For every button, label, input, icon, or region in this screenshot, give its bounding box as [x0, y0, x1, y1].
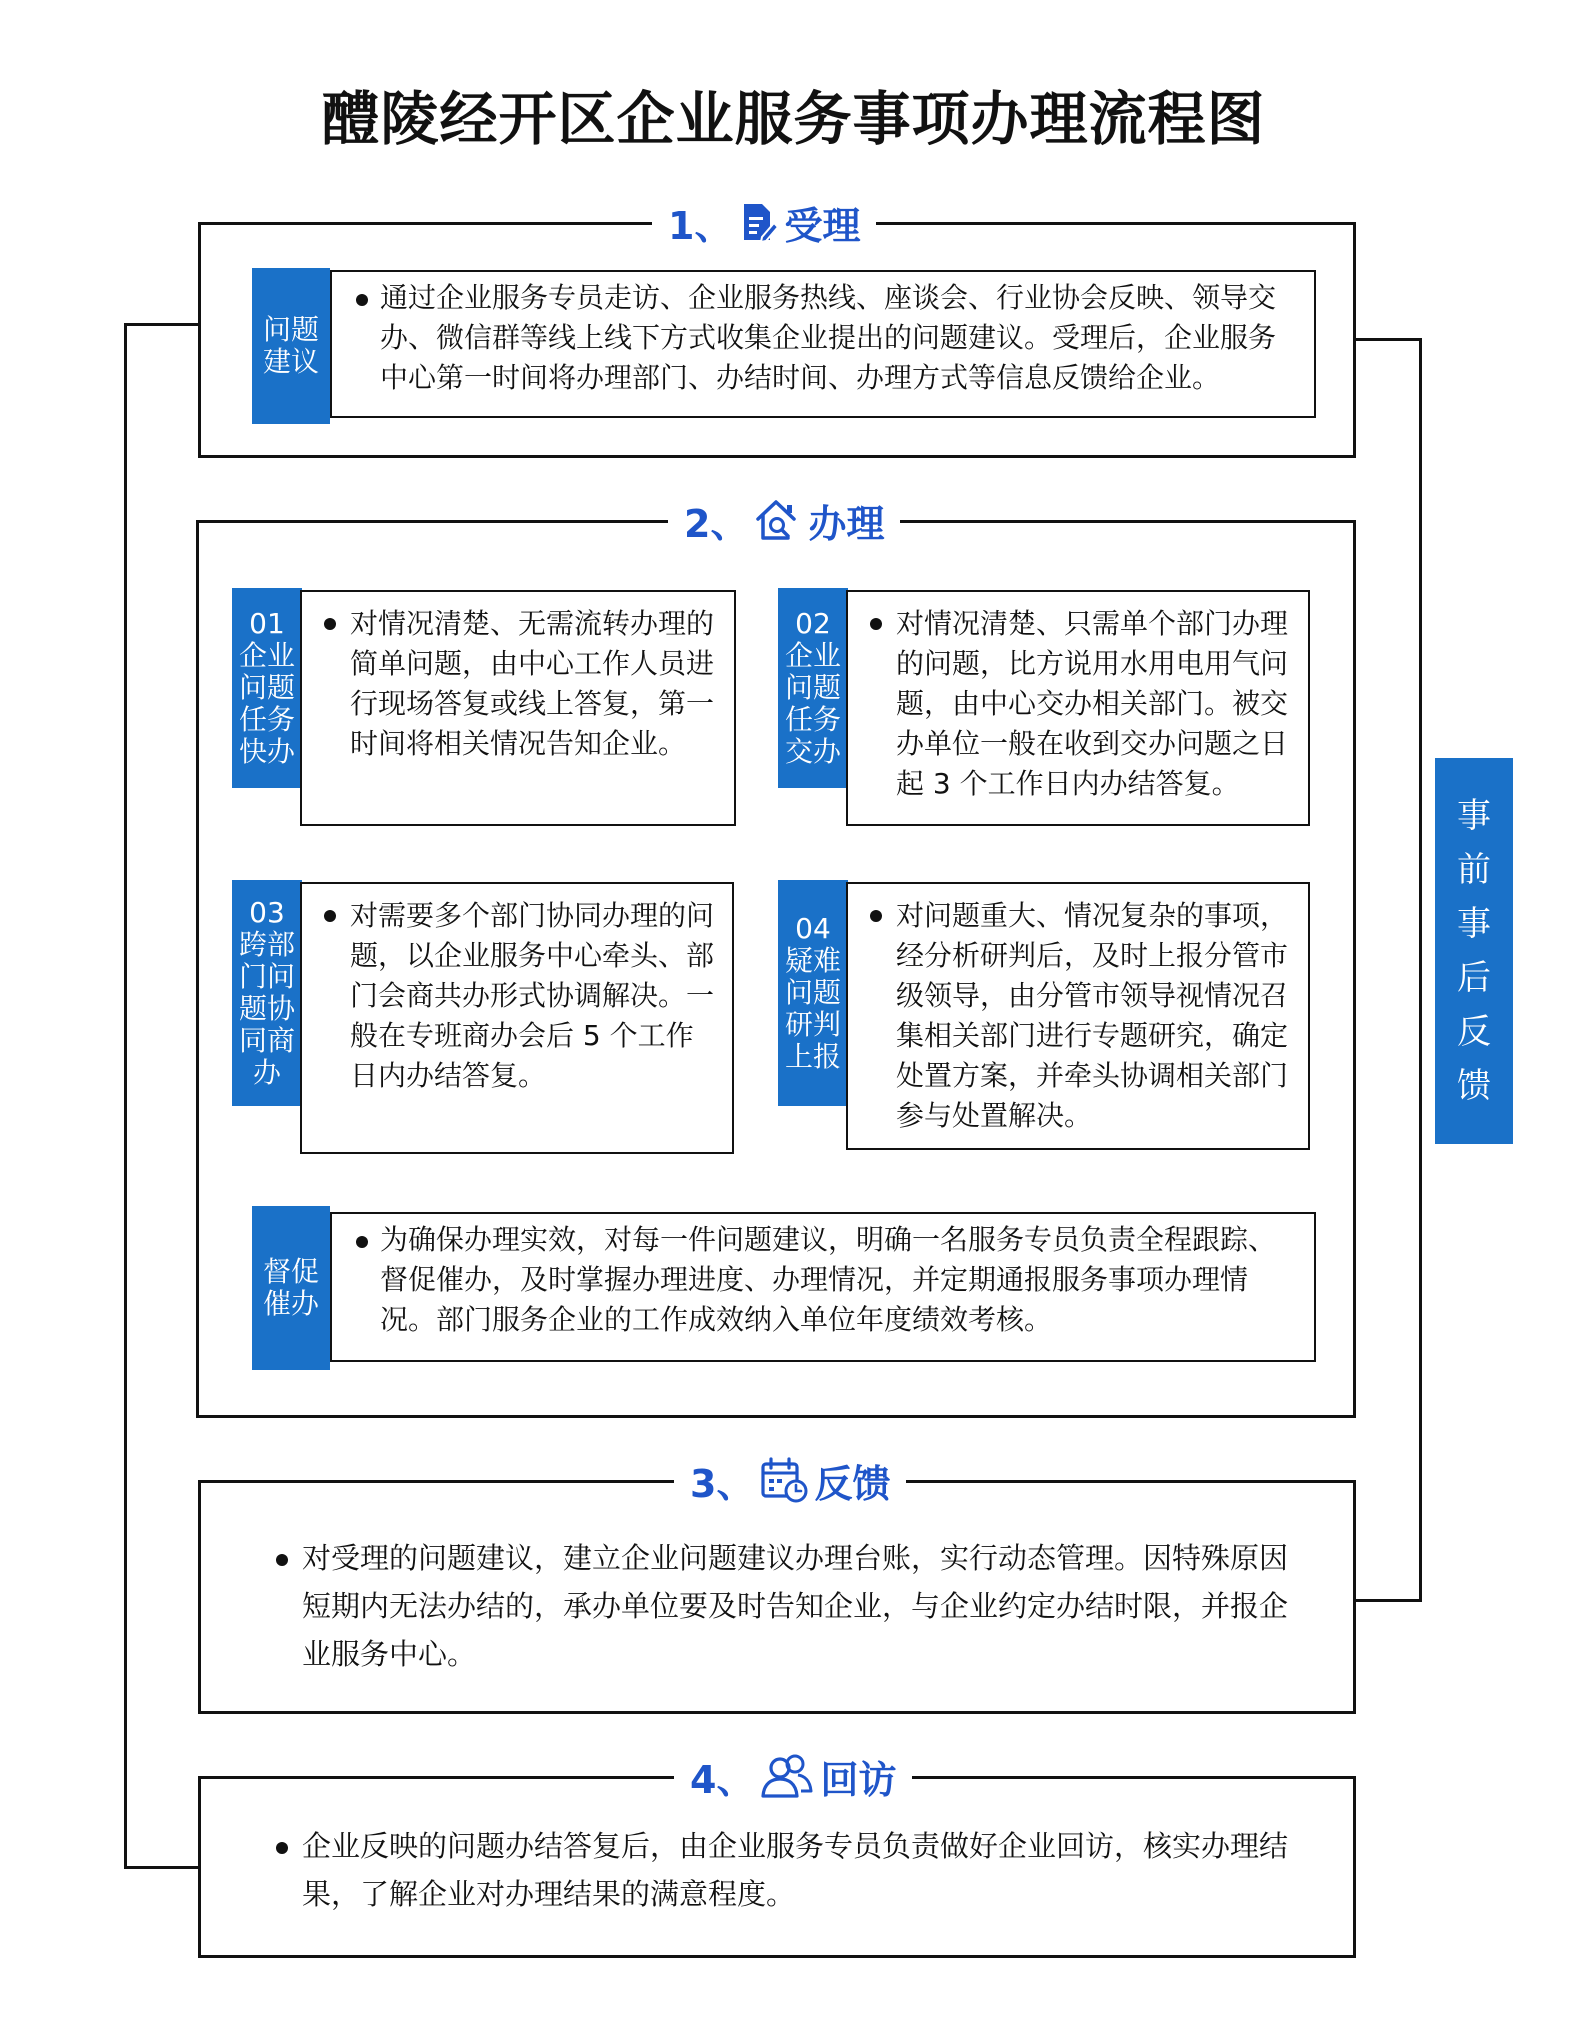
right-connector-top [1355, 338, 1422, 341]
tag-line: 问题 [784, 671, 841, 704]
section-accept-heading [652, 192, 876, 252]
house-search-icon [754, 497, 802, 543]
section-handle-heading [668, 490, 900, 550]
section-revisit-heading [674, 1746, 912, 1806]
side-label-char: 反 [1457, 1012, 1491, 1052]
side-label-char: 事 [1457, 904, 1491, 944]
tag-line: 题协 [238, 992, 295, 1025]
side-label-feedback [1435, 758, 1513, 1144]
handle-card-03 [300, 882, 734, 1154]
tag-line: 交办 [784, 735, 841, 768]
tag-cross-department [232, 880, 302, 1106]
tag-line: 督促 [262, 1255, 319, 1288]
section-feedback-heading [674, 1450, 906, 1510]
document-edit-icon [738, 201, 778, 243]
tag-line: 跨部 [238, 928, 295, 961]
bullet-dot [356, 1236, 368, 1248]
accept-card [330, 270, 1316, 418]
section-label: 回访 [820, 1757, 897, 1802]
users-icon [760, 1753, 814, 1799]
section-label: 办理 [808, 501, 885, 546]
section-number: 2、 [684, 501, 749, 546]
supervise-text: 为确保办理实效，对每一件问题建议，明确一名服务专员负责全程跟踪、督促催办，及时掌握办理进度、办理情况，并定期通报服务事项办理情况。部门服务企业的工作成效纳入单位年度绩效考核。 [380, 1223, 1277, 1336]
section-label: 反馈 [814, 1461, 891, 1506]
handle-text-03: 对需要多个部门协同办理的问题，以企业服务中心牵头、部门会商共办形式协调解决。一般在专班商办会后 5 个工作日内办结答复。 [350, 899, 715, 1092]
tag-line: 企业 [238, 639, 295, 672]
handle-text-04: 对问题重大、情况复杂的事项，经分析研判后，及时上报分管市级领导，由分管市领导视情况召集相关部门进行专题研究，确定处置方案，并牵头协调相关部门参与处置解决。 [896, 899, 1289, 1132]
tag-quick-handling [232, 588, 302, 788]
tag-problem-suggestion [252, 268, 330, 424]
bullet-dot [276, 1842, 288, 1854]
section-label: 受理 [784, 203, 861, 248]
section-number: 3、 [690, 1461, 755, 1506]
tag-line: 03 [249, 896, 285, 929]
tag-line: 疑难 [784, 944, 841, 977]
tag-line: 研判 [784, 1008, 841, 1041]
handle-card-04 [846, 882, 1310, 1150]
left-connector-top [124, 323, 199, 326]
tag-line: 同商 [238, 1024, 295, 1057]
tag-line: 问题 [784, 976, 841, 1009]
revisit-text: 企业反映的问题办结答复后，由企业服务专员负责做好企业回访，核实办理结果，了解企业对办理结果的满意程度。 [302, 1829, 1289, 1911]
left-connector-bottom [124, 1866, 199, 1869]
section-number: 4、 [690, 1757, 755, 1802]
tag-line: 企业 [784, 639, 841, 672]
bullet-dot [324, 618, 336, 630]
tag-line: 门问 [238, 960, 295, 993]
tag-difficult-report [778, 880, 848, 1106]
bullet-dot [324, 910, 336, 922]
tag-line: 建议 [262, 345, 319, 378]
calendar-clock-icon [760, 1457, 808, 1503]
side-label-char: 事 [1457, 796, 1491, 836]
side-label-char: 后 [1457, 958, 1491, 998]
handle-text-01: 对情况清楚、无需流转办理的简单问题，由中心工作人员进行现场答复或线上答复，第一时间将相关情况告知企业。 [350, 607, 715, 760]
tag-line: 问题 [238, 671, 295, 704]
tag-assigned-handling [778, 588, 848, 788]
tag-line: 02 [795, 607, 831, 640]
tag-line: 问题 [262, 313, 319, 346]
right-connector-vertical [1419, 338, 1422, 1602]
left-connector-vertical [124, 323, 127, 1869]
side-label-char: 前 [1457, 850, 1491, 890]
tag-line: 催办 [262, 1287, 319, 1320]
tag-line: 04 [795, 912, 831, 945]
page-title: 醴陵经开区企业服务事项办理流程图 [321, 85, 1266, 153]
tag-line: 任务 [784, 703, 841, 736]
tag-supervise [252, 1206, 330, 1370]
section-number: 1、 [668, 203, 733, 248]
supervise-card [330, 1212, 1316, 1362]
tag-line: 上报 [784, 1040, 841, 1073]
tag-line: 快办 [238, 735, 295, 768]
bullet-dot [870, 618, 882, 630]
tag-line: 01 [249, 607, 285, 640]
right-connector-bottom [1355, 1599, 1422, 1602]
accept-text: 通过企业服务专员走访、企业服务热线、座谈会、行业协会反映、领导交办、微信群等线上线下方式收集企业提出的问题建议。受理后，企业服务中心第一时间将办理部门、办结时间、办理方式等信息反馈给企业。 [380, 281, 1277, 394]
feedback-text: 对受理的问题建议，建立企业问题建议办理台账，实行动态管理。因特殊原因短期内无法办结的，承办单位要及时告知企业，与企业约定办结时限，并报企业服务中心。 [302, 1541, 1289, 1671]
bullet-dot [356, 294, 368, 306]
handle-text-02: 对情况清楚、只需单个部门办理的问题，比方说用水用电用气问题，由中心交办相关部门。被交办单位一般在收到交办问题之日起 3 个工作日内办结答复。 [896, 607, 1289, 800]
bullet-dot [276, 1554, 288, 1566]
tag-line: 任务 [238, 703, 295, 736]
handle-card-02 [846, 590, 1310, 826]
bullet-dot [870, 910, 882, 922]
handle-card-01 [300, 590, 736, 826]
tag-line: 办 [252, 1056, 281, 1089]
side-label-char: 馈 [1457, 1066, 1491, 1106]
